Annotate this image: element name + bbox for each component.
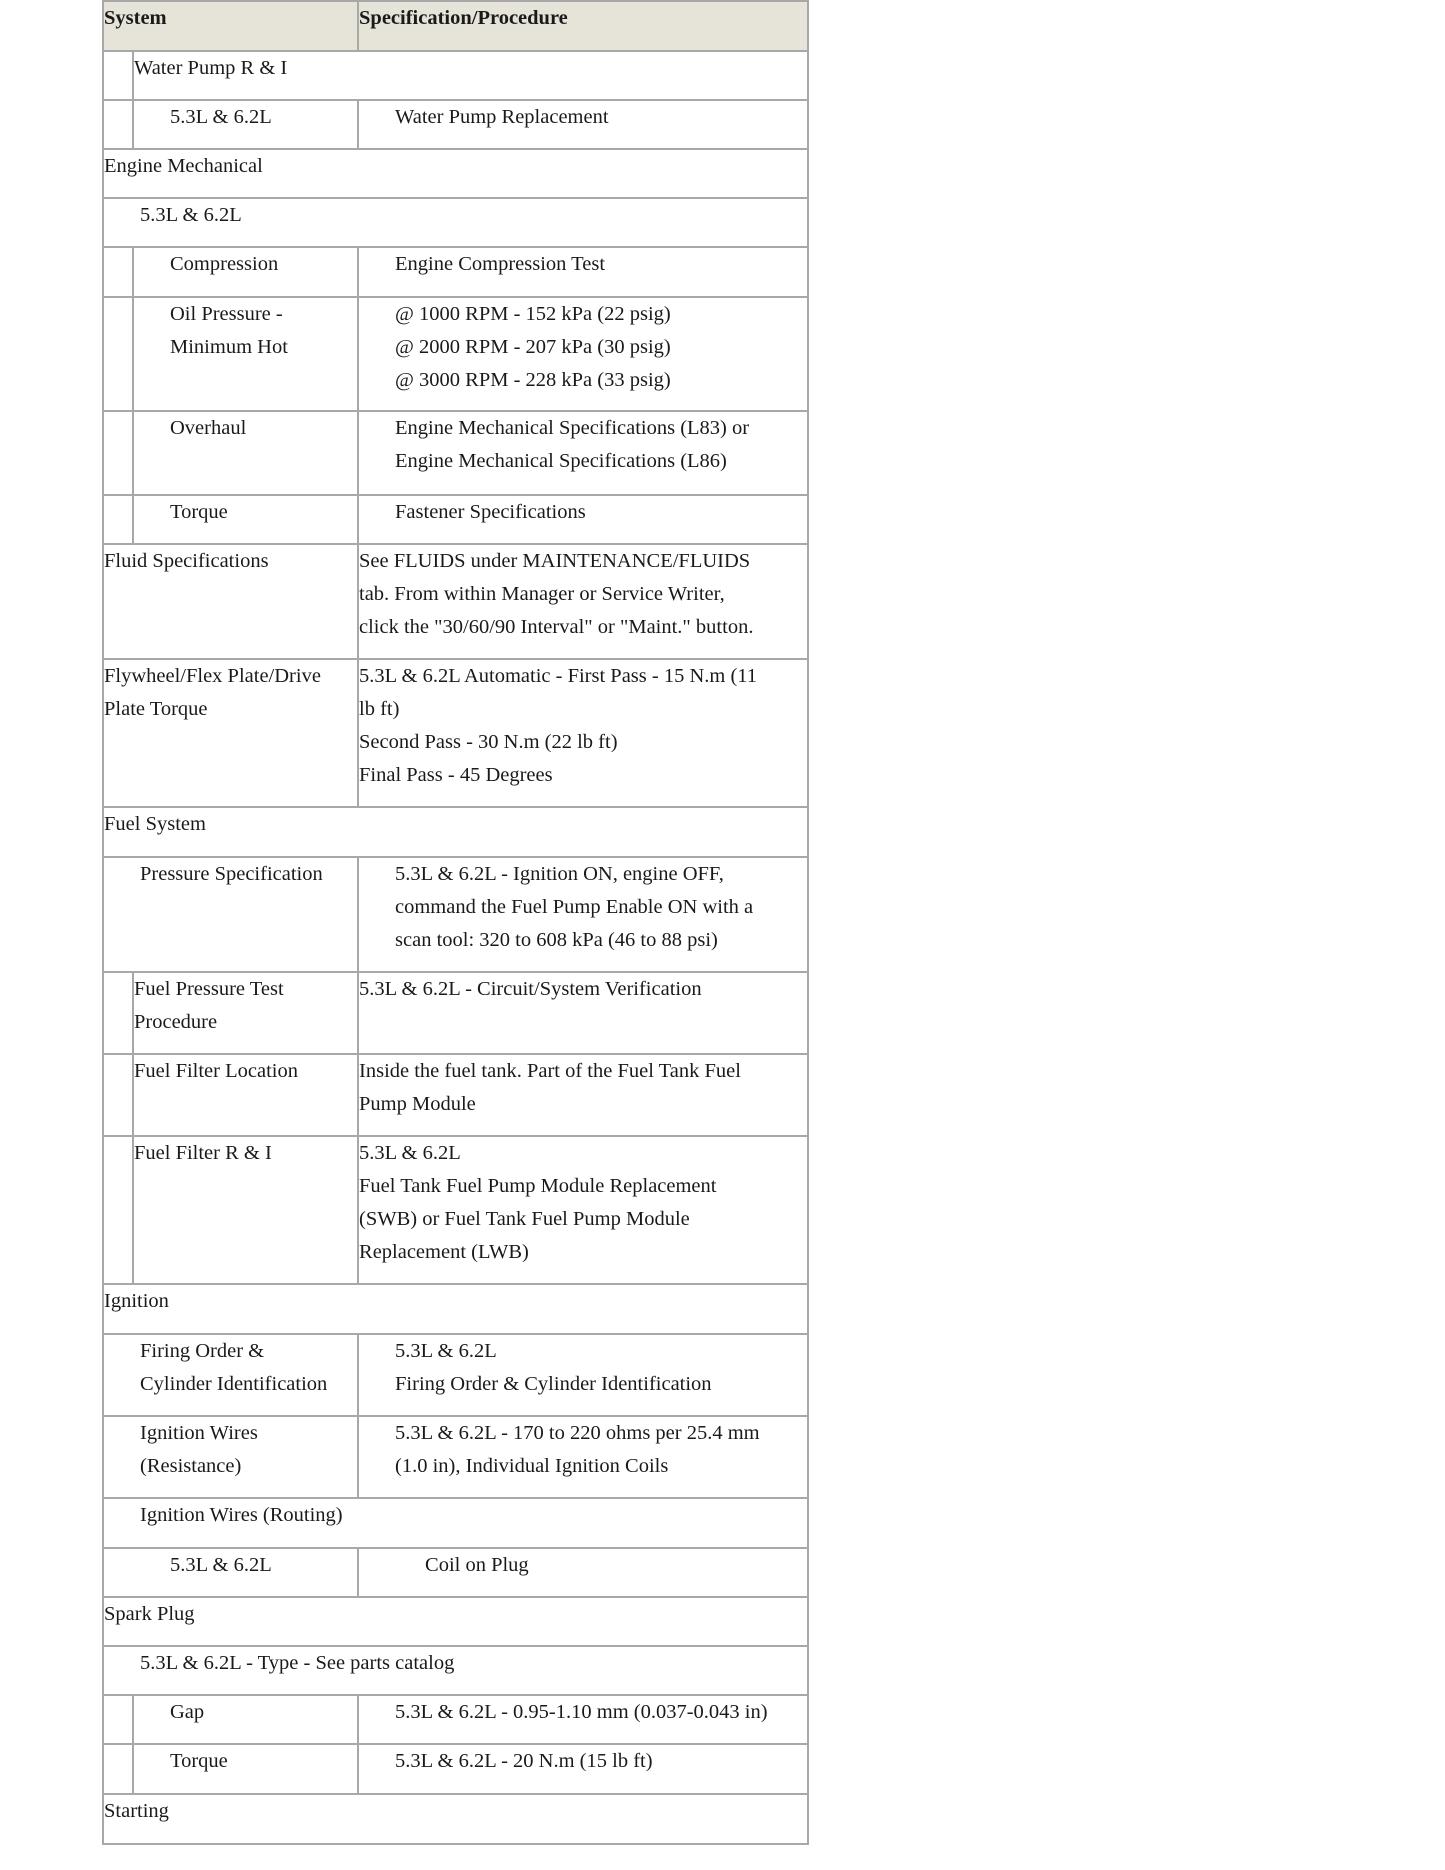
table-row	[103, 100, 808, 149]
oil-pressure-label	[133, 297, 358, 411]
firing-order-label	[103, 1334, 358, 1416]
routing-engine: 5.3L & 6.2L	[103, 1548, 358, 1597]
flywheel-spec-line: 5.3L & 6.2L Automatic - First Pass - 15 N.m (11	[359, 665, 758, 687]
fluid-spec-line: tab. From within Manager or Service Writer,	[359, 583, 725, 605]
section-spark-plug: Spark Plug	[103, 1597, 808, 1646]
oil-spec-line: @ 3000 RPM - 228 kPa (33 psig)	[395, 369, 671, 391]
table-row	[103, 1548, 808, 1597]
ignition-wires-resistance-spec-line: (1.0 in), Individual Ignition Coils	[395, 1455, 669, 1477]
table-row	[103, 1597, 808, 1646]
section-starting: Starting	[103, 1794, 808, 1844]
ignition-wires-resistance-line: Ignition Wires	[140, 1422, 258, 1444]
fuel-filter-location-line: Inside the fuel tank. Part of the Fuel Tank Fuel	[359, 1060, 741, 1082]
oil-spec-line: @ 2000 RPM - 207 kPa (30 psig)	[395, 336, 671, 358]
firing-order-spec	[358, 1334, 808, 1416]
indent-cell	[103, 972, 133, 1054]
fluid-spec-line: See FLUIDS under MAINTENANCE/FLUIDS	[359, 550, 751, 572]
pressure-spec-value	[358, 857, 808, 972]
spark-plug-type: 5.3L & 6.2L - Type - See parts catalog	[103, 1646, 808, 1695]
table-row	[103, 807, 808, 857]
table-row	[103, 1054, 808, 1136]
spark-plug-torque-spec: 5.3L & 6.2L - 20 N.m (15 lb ft)	[358, 1744, 808, 1794]
fluid-specs-spec	[358, 544, 808, 659]
table-row	[103, 1334, 808, 1416]
fuel-filter-location-label: Fuel Filter Location	[133, 1054, 358, 1136]
row-water-pump-ri	[133, 51, 808, 100]
table-row	[103, 1744, 808, 1794]
firing-order-line: Firing Order &	[140, 1340, 265, 1362]
gap-label: Gap	[133, 1695, 358, 1744]
overhaul-spec-line: Engine Mechanical Specifications (L86)	[395, 450, 727, 472]
firing-order-spec-line: 5.3L & 6.2L	[395, 1340, 497, 1362]
table-row	[103, 1284, 808, 1334]
fuel-filter-ri-line: Replacement (LWB)	[359, 1241, 529, 1263]
header-specification: Specification/Procedure	[358, 1, 808, 51]
firing-order-spec-line: Firing Order & Cylinder Identification	[395, 1373, 712, 1395]
fuel-pressure-test-spec: 5.3L & 6.2L - Circuit/System Verification	[358, 972, 808, 1054]
flywheel-spec	[358, 659, 808, 807]
engine-mechanical-engine: 5.3L & 6.2L	[103, 198, 808, 247]
table-row	[103, 1416, 808, 1498]
table-row	[103, 1498, 808, 1548]
flywheel-spec-line: lb ft)	[359, 698, 400, 720]
header-system: System	[103, 1, 358, 51]
ignition-wires-resistance-line: (Resistance)	[140, 1455, 242, 1477]
indent-cell	[103, 297, 133, 411]
torque-label: Torque	[133, 495, 358, 544]
table-header-row	[103, 1, 808, 51]
table-row	[103, 495, 808, 544]
section-ignition: Ignition	[103, 1284, 808, 1334]
oil-pressure-spec	[358, 297, 808, 411]
pressure-spec-label: Pressure Specification	[103, 857, 358, 972]
compression-label: Compression	[133, 247, 358, 297]
gap-spec: 5.3L & 6.2L - 0.95-1.10 mm (0.037-0.043 in)	[358, 1695, 808, 1744]
fuel-pressure-test-label	[133, 972, 358, 1054]
torque-spec: Fastener Specifications	[358, 495, 808, 544]
pressure-spec-line: scan tool: 320 to 608 kPa (46 to 88 psi)	[395, 929, 718, 951]
table-row	[103, 972, 808, 1054]
indent-cell	[103, 1054, 133, 1136]
compression-spec: Engine Compression Test	[358, 247, 808, 297]
oil-spec-line: @ 1000 RPM - 152 kPa (22 psig)	[395, 303, 671, 325]
table-row	[103, 149, 808, 198]
specification-table	[102, 0, 807, 1845]
firing-order-line: Cylinder Identification	[140, 1373, 328, 1395]
fluid-spec-line: click the "30/60/90 Interval" or "Maint." button.	[359, 616, 754, 638]
fuel-filter-ri-line: (SWB) or Fuel Tank Fuel Pump Module	[359, 1208, 690, 1230]
indent-cell	[103, 411, 133, 495]
table-row	[103, 1646, 808, 1695]
flywheel-label	[103, 659, 358, 807]
fluid-specs-label: Fluid Specifications	[103, 544, 358, 659]
indent-cell	[103, 1695, 133, 1744]
flywheel-spec-line: Second Pass - 30 N.m (22 lb ft)	[359, 731, 618, 753]
routing-spec: Coil on Plug	[358, 1548, 808, 1597]
fuel-filter-ri-label: Fuel Filter R & I	[133, 1136, 358, 1284]
table-row	[103, 247, 808, 297]
section-engine-mechanical: Engine Mechanical	[103, 149, 808, 198]
flywheel-spec-line: Final Pass - 45 Degrees	[359, 764, 553, 786]
indent-cell	[103, 51, 133, 100]
water-pump-spec: Water Pump Replacement	[358, 100, 808, 149]
overhaul-spec	[358, 411, 808, 495]
row-label: Water Pump R & I	[134, 57, 288, 79]
fuel-pressure-test-line: Procedure	[134, 1011, 218, 1033]
overhaul-spec-line: Engine Mechanical Specifications (L83) or	[395, 417, 750, 439]
water-pump-engine: 5.3L & 6.2L	[133, 100, 358, 149]
oil-pressure-line: Oil Pressure -	[170, 303, 283, 325]
table-row	[103, 544, 808, 659]
table-row	[103, 857, 808, 972]
table-row	[103, 198, 808, 247]
table-row	[103, 659, 808, 807]
table-row	[103, 1794, 808, 1844]
table-row	[103, 411, 808, 495]
pressure-spec-line: command the Fuel Pump Enable ON with a	[395, 896, 754, 918]
fuel-filter-ri-line: Fuel Tank Fuel Pump Module Replacement	[359, 1175, 717, 1197]
indent-cell	[103, 495, 133, 544]
table-row	[103, 1695, 808, 1744]
fuel-filter-location-line: Pump Module	[359, 1093, 476, 1115]
table-row	[103, 51, 808, 100]
spark-plug-torque-label: Torque	[133, 1744, 358, 1794]
oil-pressure-line: Minimum Hot	[170, 336, 288, 358]
indent-cell	[103, 1136, 133, 1284]
fuel-pressure-test-line: Fuel Pressure Test	[134, 978, 284, 1000]
pressure-spec-line: 5.3L & 6.2L - Ignition ON, engine OFF,	[395, 863, 724, 885]
table-row	[103, 1136, 808, 1284]
flywheel-line: Plate Torque	[104, 698, 208, 720]
ignition-wires-routing-label: Ignition Wires (Routing)	[103, 1498, 808, 1548]
ignition-wires-resistance-label	[103, 1416, 358, 1498]
ignition-wires-resistance-spec	[358, 1416, 808, 1498]
fuel-filter-ri-spec	[358, 1136, 808, 1284]
overhaul-label: Overhaul	[133, 411, 358, 495]
flywheel-line: Flywheel/Flex Plate/Drive	[104, 665, 321, 687]
indent-cell	[103, 1744, 133, 1794]
table-row	[103, 297, 808, 411]
fuel-filter-ri-line: 5.3L & 6.2L	[359, 1142, 461, 1164]
ignition-wires-resistance-spec-line: 5.3L & 6.2L - 170 to 220 ohms per 25.4 mm	[395, 1422, 760, 1444]
section-fuel-system: Fuel System	[103, 807, 808, 857]
indent-cell	[103, 100, 133, 149]
indent-cell	[103, 247, 133, 297]
fuel-filter-location-spec	[358, 1054, 808, 1136]
